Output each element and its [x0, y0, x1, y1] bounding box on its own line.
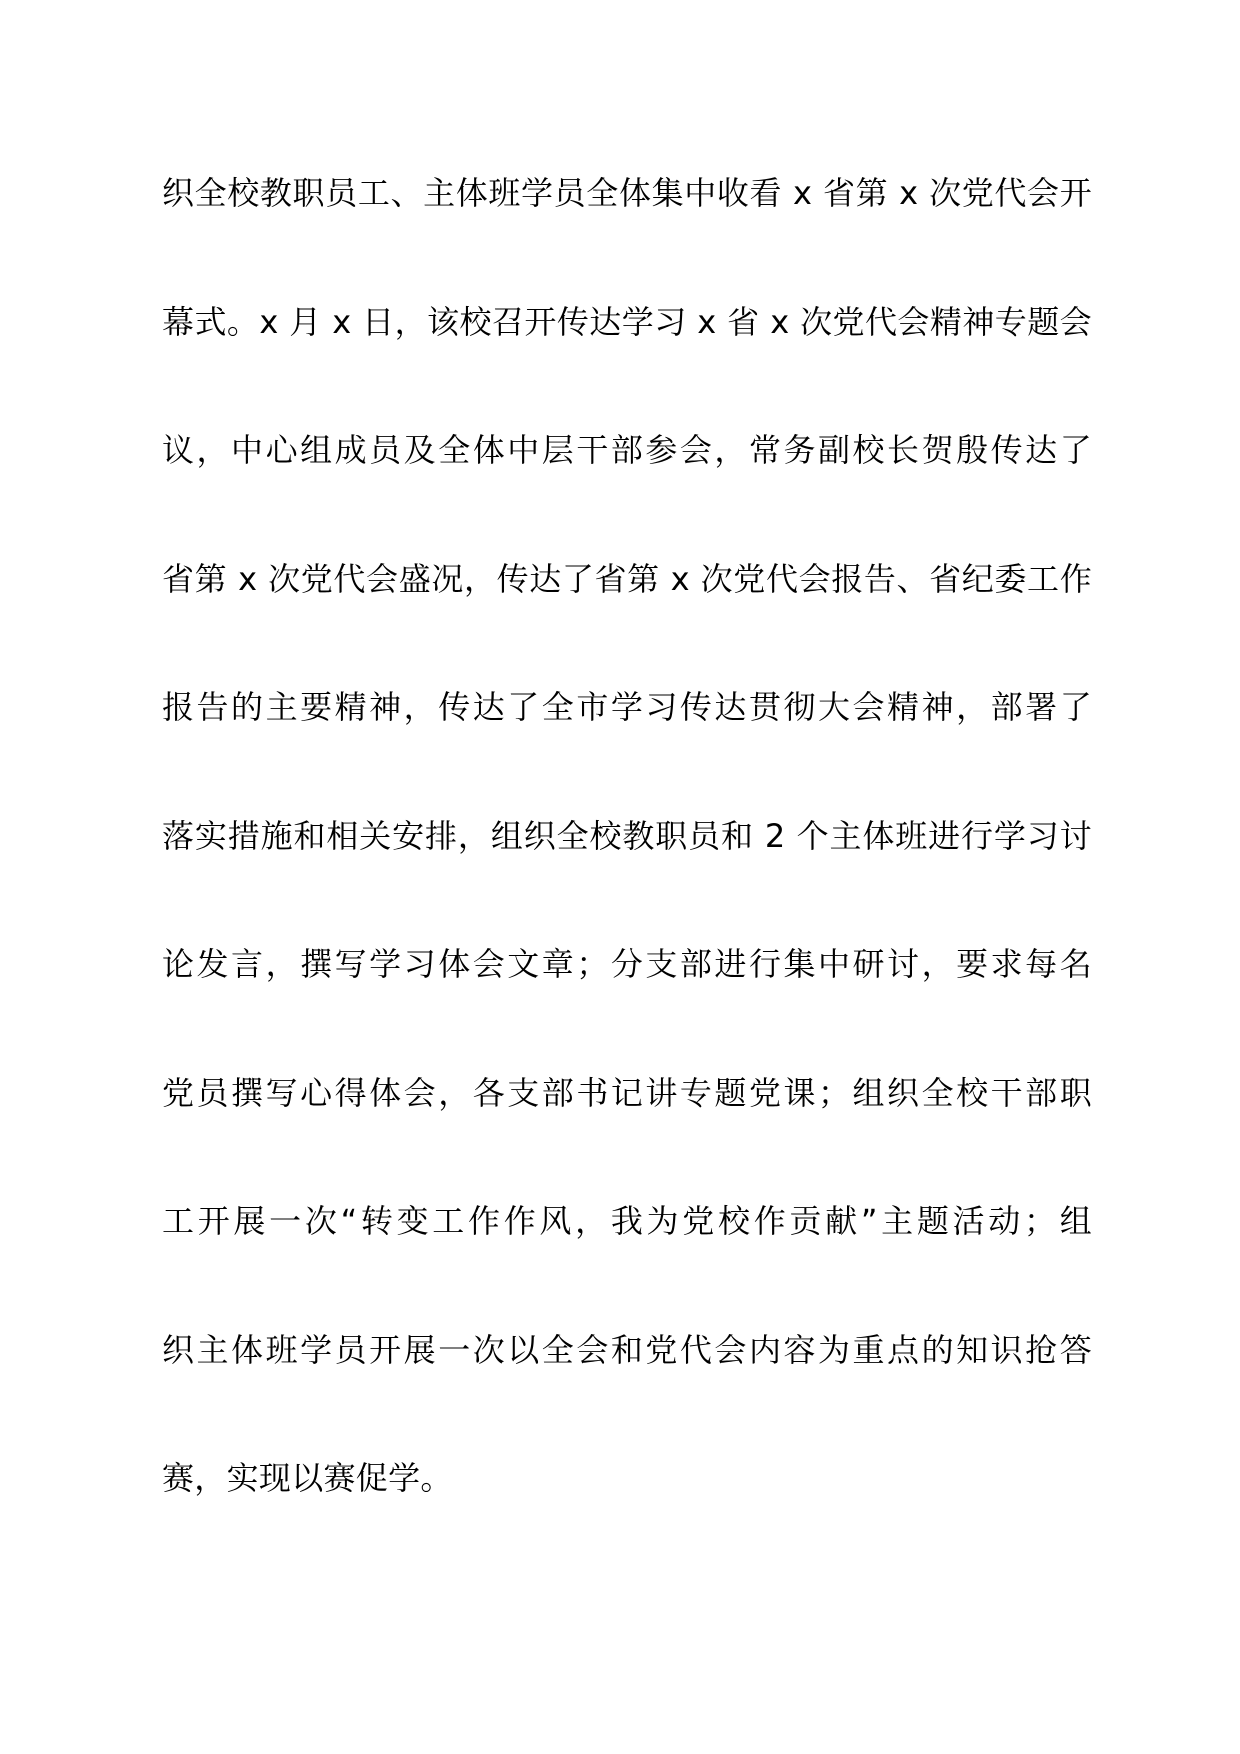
- paragraph-line: 织全校教职员工、主体班学员全体集中收看 x 省第 x 次党代会开: [162, 174, 1092, 212]
- paragraph-line: 省第 x 次党代会盛况，传达了省第 x 次党代会报告、省纪委工作: [162, 559, 1092, 598]
- paragraph-line: 织主体班学员开展一次以全会和党代会内容为重点的知识抢答: [162, 1330, 1092, 1369]
- paragraph-line: 党员撰写心得体会，各支部书记讲专题党课；组织全校干部职: [162, 1073, 1092, 1112]
- paragraph-last-line: 赛，实现以赛促学。: [162, 1459, 453, 1497]
- paragraph-line: 报告的主要精神，传达了全市学习传达贯彻大会精神，部署了: [162, 688, 1092, 726]
- paragraph-line: 议，中心组成员及全体中层干部参会，常务副校长贺殷传达了: [162, 431, 1092, 469]
- paragraph-line: 论发言，撰写学习体会文章；分支部进行集中研讨，要求每名: [162, 945, 1092, 983]
- body-paragraph: [162, 158, 1092, 1572]
- paragraph-line: 幕式。x 月 x 日，该校召开传达学习 x 省 x 次党代会精神专题会: [162, 302, 1092, 341]
- paragraph-line: 工开展一次“转变工作作风，我为党校作贡献”主题活动；组: [162, 1202, 1092, 1240]
- paragraph-line: 落实措施和相关安排，组织全校教职员和 2 个主体班进行学习讨: [162, 816, 1092, 855]
